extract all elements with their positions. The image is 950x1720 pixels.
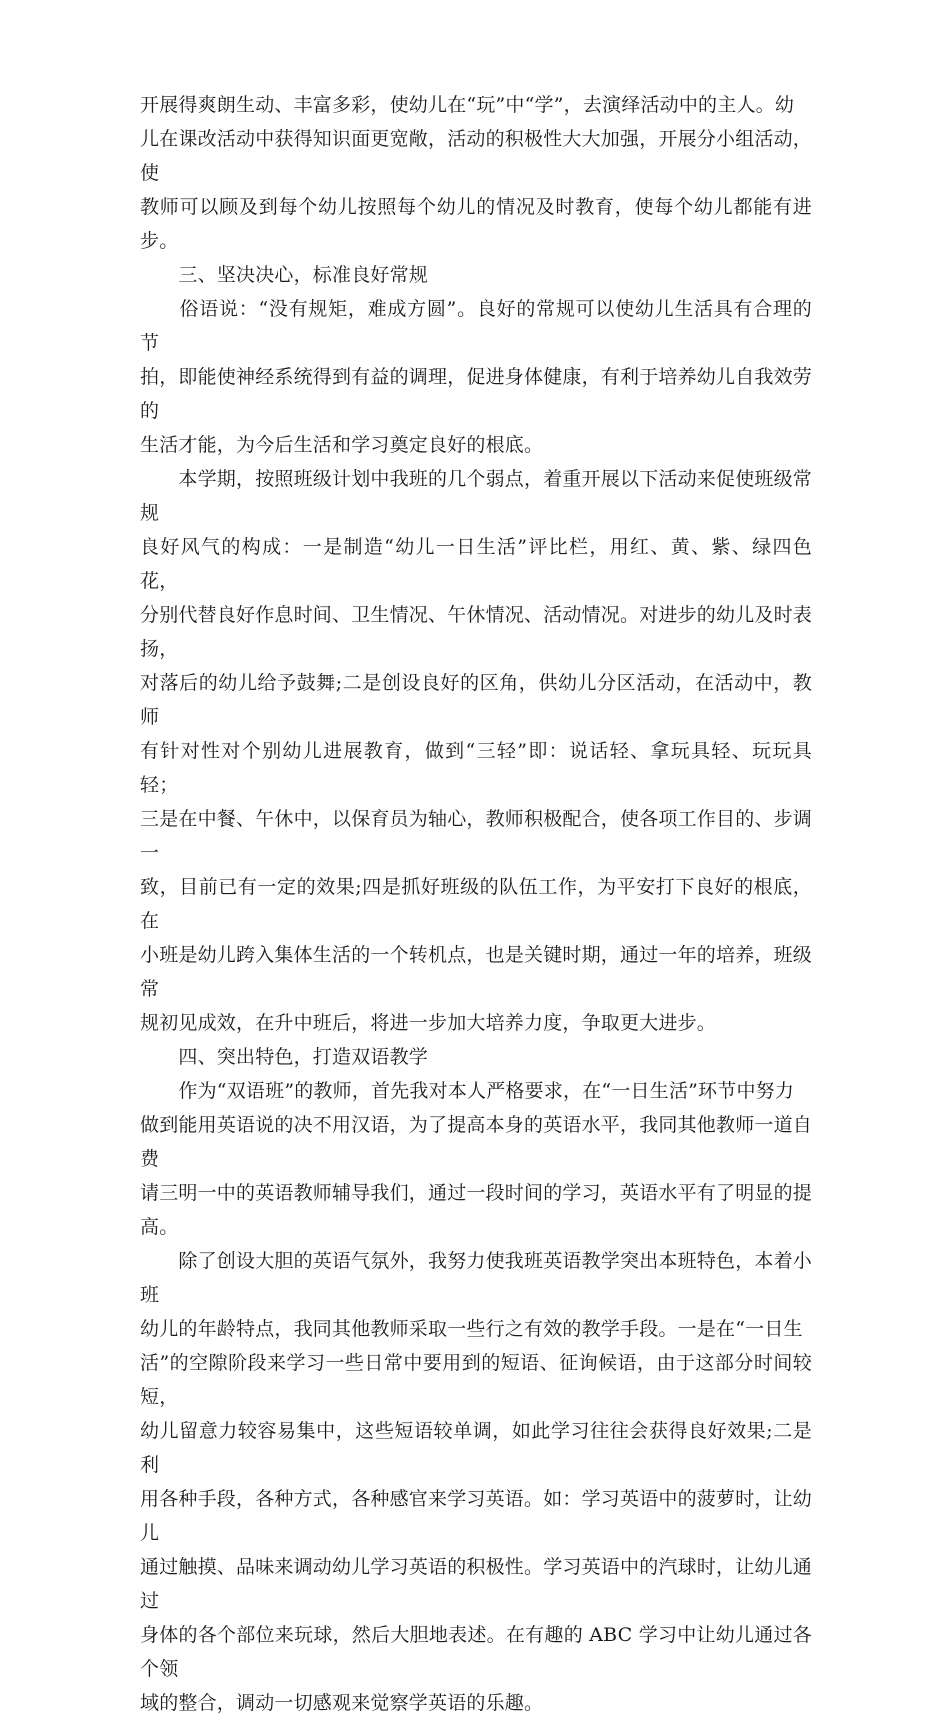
paragraph-english-teaching: 除了创设大胆的英语气氛外，我努力使我班英语教学突出本班特色，本着小班 幼儿的年龄特点，我同其他教师采取一些行之有效的教学手段。一是在“一日生 活”的空隙阶段来学习一些日常中要用到的短语、征询候语，由于这部分时间较短， 幼儿留意力较容易集中，这些短语较单调，如此学习往往会获得良好效果;二是利 用各种手段，各种方式，各种感官来学习英语。如：学习英语中的菠萝时，让幼儿 通过触摸、品味来调动幼儿学习英语的积极性。学习英语中的汽球时，让幼儿通过 身体的各个部位来玩球，然后大胆地表述。在有趣的 ABC 学习中让幼儿通过各个领 域的整合，调动一切感观来觉察学英语的乐趣。 [140,1250,813,1714]
paragraph-bilingual-teacher: 作为“双语班”的教师，首先我对本人严格要求，在“一日生活”环节中努力 做到能用英语说的决不用汉语，为了提高本身的英语水平，我同其他教师一道自费 请三明一中的英语教师辅导我们，通过一段时间的学习，英语水平有了明显的提高。 [140,1080,813,1238]
section-heading-routine: 三、坚决决心，标准良好常规 [140,264,429,286]
section-heading-bilingual: 四、突出特色，打造双语教学 [140,1046,429,1068]
paragraph-continued-activities: 开展得爽朗生动、丰富多彩，使幼儿在“玩”中“学”，去演绎活动中的主人。幼 儿在课改活动中获得知识面更宽敞，活动的积极性大大加强，开展分小组活动，使 教师可以顾及到每个幼儿按照每个幼儿的情况及时教育，使每个幼儿都能有进步。 [140,94,813,252]
paragraph-proverb-routine: 俗语说：“没有规矩，难成方圆”。良好的常规可以使幼儿生活具有合理的节 拍，即能使神经系统得到有益的调理，促进身体健康，有利于培养幼儿自我效劳的 生活才能，为今后生活和学习奠定良好的根底。 [140,298,813,456]
paragraph-semester-activities: 本学期，按照班级计划中我班的几个弱点，着重开展以下活动来促使班级常规 良好风气的构成：一是制造“幼儿一日生活”评比栏，用红、黄、紫、绿四色花， 分别代替良好作息时间、卫生情况、午休情况、活动情况。对进步的幼儿及时表扬， 对落后的幼儿给予鼓舞;二是创设良好的区角，供幼儿分区活动，在活动中，教师 有针对性对个别幼儿进展教育，做到“三轻”即：说话轻、拿玩具轻、玩玩具轻； 三是在中餐、午休中，以保育员为轴心，教师积极配合，使各项工作目的、步调一 致，目前已有一定的效果;四是抓好班级的队伍工作，为平安打下良好的根底，在 小班是幼儿跨入集体生活的一个转机点，也是关键时期，通过一年的培养，班级常 规初见成效，在升中班后，将进一步加大培养力度，争取更大进步。 [140,468,813,1034]
document-body [140,88,812,1720]
